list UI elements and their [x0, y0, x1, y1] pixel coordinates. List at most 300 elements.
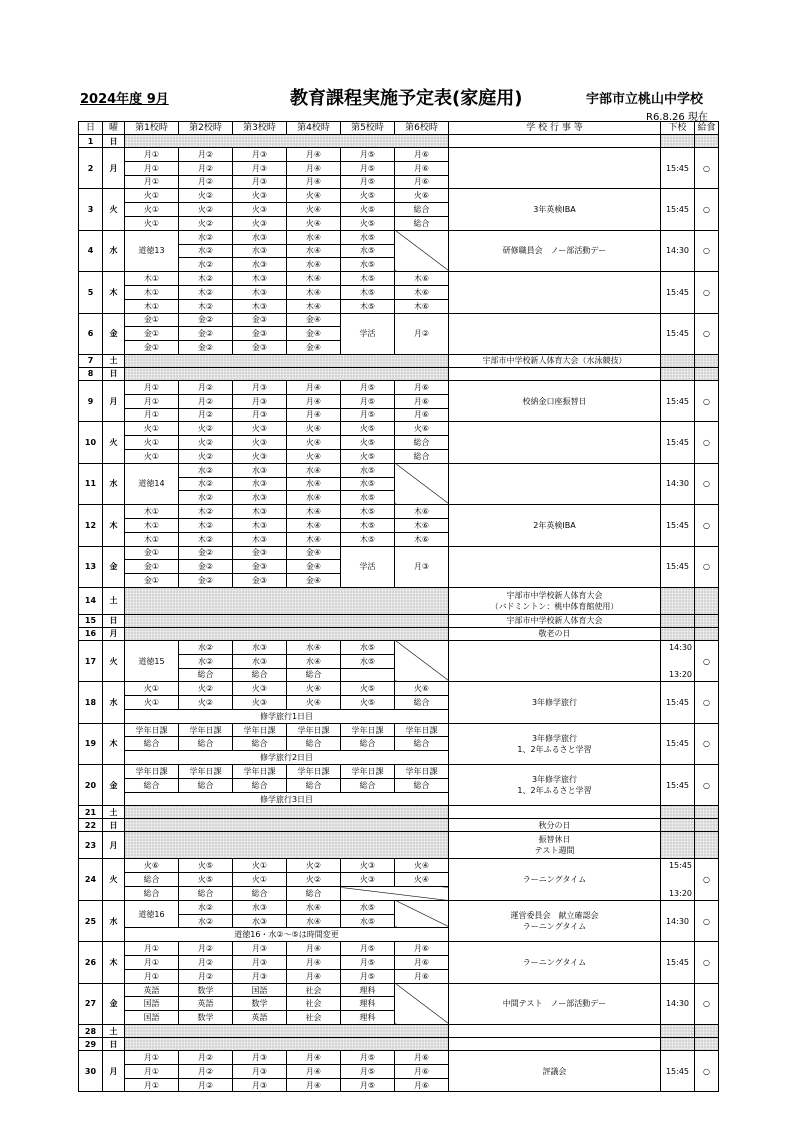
period-4-cell: 金④: [287, 574, 341, 588]
dismissal-fill: [661, 832, 695, 859]
period-2-cell: 金②: [179, 313, 233, 327]
holiday-fill: [125, 135, 449, 148]
period-3-cell: 水③: [233, 463, 287, 477]
weekday: 水: [103, 900, 125, 941]
schedule-note: 修学旅行2日目: [125, 751, 449, 765]
event-text: 2年英検IBA: [533, 520, 576, 530]
period-5-cell: 水⑤: [341, 258, 395, 272]
period-4-cell: 火④: [287, 682, 341, 696]
lunch-mark: ○: [695, 1051, 719, 1092]
period-1-cell: 金①: [125, 313, 179, 327]
period-2-cell: 学年日課: [179, 723, 233, 737]
event-text: 3年修学旅行: [531, 697, 578, 707]
period-2-cell: 水②: [179, 491, 233, 505]
day-number: 26: [79, 942, 103, 983]
period-4-cell: 金④: [287, 341, 341, 355]
lunch-fill: [695, 806, 719, 819]
period-4-cell: 月④: [287, 1078, 341, 1092]
period-1-cell: 火①: [125, 682, 179, 696]
period-4-cell: 月④: [287, 380, 341, 394]
day-number: 25: [79, 900, 103, 941]
period-2-cell: 月②: [179, 956, 233, 970]
period-1-cell: 火①: [125, 449, 179, 463]
period-1-cell: 月①: [125, 1078, 179, 1092]
period-5-cell: 木⑤: [341, 518, 395, 532]
period-2-cell: 月②: [179, 394, 233, 408]
period-5-cell: 総合: [341, 737, 395, 751]
lunch-fill: [695, 135, 719, 148]
period-4-cell: 総合: [287, 887, 341, 901]
table-row: [79, 380, 719, 394]
table-row: [79, 819, 719, 832]
dismissal-time: 15:45: [661, 272, 695, 313]
dismissal-time: [661, 859, 695, 900]
period-3-cell: 月③: [233, 1051, 287, 1065]
period-3-cell: 水③: [233, 654, 287, 668]
event-cell: [449, 1051, 661, 1092]
dismissal-time: 15:45: [661, 380, 695, 421]
lunch-mark: ○: [695, 505, 719, 546]
period-5-cell: 月⑤: [341, 969, 395, 983]
day-number: 11: [79, 463, 103, 504]
period-5-cell: 理科: [341, 997, 395, 1011]
period-4-cell: 火④: [287, 189, 341, 203]
weekday: 月: [103, 832, 125, 859]
period-5-cell: 水⑤: [341, 900, 395, 914]
table-row: [79, 1038, 719, 1051]
period-6-cell: 火④: [395, 873, 449, 887]
dismissal-time: 15:45: [661, 765, 695, 806]
period-2-cell: 火②: [179, 696, 233, 710]
period-3-cell: 木③: [233, 272, 287, 286]
period-1-cell: 国語: [125, 1011, 179, 1025]
school-name: 宇部市立桃山中学校: [586, 92, 704, 107]
period-4-cell: 月④: [287, 956, 341, 970]
table-row: [79, 806, 719, 819]
lunch-mark: ○: [695, 682, 719, 723]
period-2-cell: 水②: [179, 463, 233, 477]
period-6-none: [395, 230, 449, 271]
event-text: 振替休日: [538, 835, 571, 845]
period-1-cell: 火①: [125, 422, 179, 436]
day-number: 2: [79, 148, 103, 189]
period-6-cell: 月⑥: [395, 942, 449, 956]
period-2-cell: 水②: [179, 900, 233, 914]
period-2-cell: 水②: [179, 640, 233, 654]
period-1-cell: 月①: [125, 1064, 179, 1078]
dismissal-time: 15:45: [661, 723, 695, 764]
lunch-fill: [695, 614, 719, 627]
event-cell: [449, 587, 661, 614]
period-4-cell: 金④: [287, 560, 341, 574]
period-4-cell: 木④: [287, 505, 341, 519]
period-4-cell: 木④: [287, 272, 341, 286]
event-cell: [449, 313, 661, 354]
period-1-cell: 学年日課: [125, 765, 179, 779]
period-3-cell: 金③: [233, 574, 287, 588]
weekday: 水: [103, 682, 125, 723]
period-6-cell: 火④: [395, 859, 449, 873]
period-6-cell: 総合: [395, 436, 449, 450]
weekday: 日: [103, 614, 125, 627]
period-6-cell: 月⑥: [395, 956, 449, 970]
weekday: 火: [103, 422, 125, 463]
period-5-cell: 火③: [341, 873, 395, 887]
col-header-lunch: 給食: [695, 122, 719, 135]
event-cell: [449, 900, 661, 941]
lunch-fill: [695, 1025, 719, 1038]
as-of-date: R6.8.26 現在: [646, 112, 708, 123]
dismissal-time: 15:45: [661, 313, 695, 354]
day-number: 9: [79, 380, 103, 421]
dismissal-time: 15:45: [661, 682, 695, 723]
lunch-mark: ○: [695, 859, 719, 900]
table-row: [79, 313, 719, 327]
period-3-cell: 国語: [233, 983, 287, 997]
holiday-fill: [125, 832, 449, 859]
period-6-cell: 月⑥: [395, 175, 449, 189]
period-3-cell: 水③: [233, 491, 287, 505]
lunch-mark: ○: [695, 900, 719, 941]
period-2-cell: 木②: [179, 272, 233, 286]
period-6-cell: 木⑥: [395, 505, 449, 519]
period-3-cell: 月③: [233, 175, 287, 189]
period-2-cell: 月②: [179, 1064, 233, 1078]
lunch-mark: ○: [695, 230, 719, 271]
event-cell: [449, 765, 661, 806]
col-header-period-4: 第4校時: [287, 122, 341, 135]
table-row: [79, 900, 719, 914]
period-1-cell: 月①: [125, 161, 179, 175]
dismissal-fill: [661, 587, 695, 614]
period-4-cell: 火④: [287, 436, 341, 450]
lunch-mark: ○: [695, 546, 719, 587]
period-5-cell: 月⑤: [341, 956, 395, 970]
period-2-cell: 水②: [179, 654, 233, 668]
weekday: 火: [103, 859, 125, 900]
period-1-cell: 金①: [125, 574, 179, 588]
day-number: 22: [79, 819, 103, 832]
period-2-cell: 総合: [179, 887, 233, 901]
period-6-cell: 火⑥: [395, 189, 449, 203]
period-1-cell: 月①: [125, 942, 179, 956]
weekday: 木: [103, 942, 125, 983]
period-3-cell: 火③: [233, 203, 287, 217]
period-2-cell: 英語: [179, 997, 233, 1011]
period-3-cell: 火③: [233, 449, 287, 463]
dismissal-time-1: 14:30: [668, 642, 692, 652]
period-2-cell: 金②: [179, 546, 233, 560]
period-2-cell: 金②: [179, 327, 233, 341]
day-number: 21: [79, 806, 103, 819]
day-number: 12: [79, 505, 103, 546]
period-4-cell: 火④: [287, 203, 341, 217]
dismissal-fill: [661, 614, 695, 627]
period-2-cell: 水②: [179, 258, 233, 272]
period-2-cell: 月②: [179, 942, 233, 956]
period-3-cell: 月③: [233, 956, 287, 970]
period-1-cell: 月①: [125, 408, 179, 422]
event-cell: [449, 380, 661, 421]
period-1-cell: 木①: [125, 505, 179, 519]
period-2-cell: 月②: [179, 1078, 233, 1092]
period-2-cell: 月②: [179, 1051, 233, 1065]
period-4-cell: 水④: [287, 258, 341, 272]
period-5-cell: 水⑤: [341, 230, 395, 244]
period-3-cell: 水③: [233, 244, 287, 258]
table-row: [79, 627, 719, 640]
schedule-note: 修学旅行3日目: [125, 792, 449, 806]
period-1-cell: 道徳16: [125, 900, 179, 928]
period-1-cell: 総合: [125, 737, 179, 751]
event-cell: [449, 272, 661, 313]
period-4-cell: 社会: [287, 1011, 341, 1025]
event-cell: [449, 422, 661, 463]
dismissal-time: 15:45: [661, 942, 695, 983]
day-number: 29: [79, 1038, 103, 1051]
dismissal-time: 14:30: [661, 983, 695, 1024]
period-4-cell: 水④: [287, 491, 341, 505]
event-cell: [449, 367, 661, 380]
period-3-cell: 火③: [233, 436, 287, 450]
period-1-cell: 金①: [125, 341, 179, 355]
day-number: 5: [79, 272, 103, 313]
lunch-mark: ○: [695, 463, 719, 504]
period-6-cell: 総合: [395, 449, 449, 463]
period-4-cell: 火④: [287, 216, 341, 230]
event-cell: [449, 135, 661, 148]
period-5-cell: 月⑤: [341, 408, 395, 422]
period-5-cell: 火⑤: [341, 203, 395, 217]
dismissal-time-2: 13:20: [668, 670, 692, 680]
dismissal-fill: [661, 627, 695, 640]
page-title: 教育課程実施予定表(家庭用): [290, 88, 523, 109]
col-header-events: 学 校 行 事 等: [449, 122, 661, 135]
period-5-cell: 火⑤: [341, 436, 395, 450]
period-5-cell: 理科: [341, 1011, 395, 1025]
event-cell: [449, 942, 661, 983]
table-row: [79, 189, 719, 203]
period-6-cell: 月⑥: [395, 969, 449, 983]
period-4-cell: 金④: [287, 327, 341, 341]
event-text: 秋分の日: [538, 820, 571, 830]
period-6-cell: 学年日課: [395, 765, 449, 779]
period-1-cell: 総合: [125, 873, 179, 887]
event-text: 研修職員会 ノー部活動デー: [502, 246, 607, 256]
period-4-cell: 月④: [287, 175, 341, 189]
period-3-cell: 火③: [233, 682, 287, 696]
period-3-cell: 木③: [233, 518, 287, 532]
weekday: 土: [103, 806, 125, 819]
period-1-cell: 火①: [125, 696, 179, 710]
period-5-cell: 木⑤: [341, 272, 395, 286]
dismissal-fill: [661, 819, 695, 832]
col-header-period-2: 第2校時: [179, 122, 233, 135]
period-5-cell: 月⑤: [341, 148, 395, 162]
period-5-cell: 水⑤: [341, 491, 395, 505]
dismissal-time: 15:45: [661, 189, 695, 230]
period-4-cell: 火②: [287, 859, 341, 873]
dismissal-time: [661, 640, 695, 681]
dismissal-fill: [661, 1025, 695, 1038]
table-row: [79, 1051, 719, 1065]
event-text-2: 1、2年ふるさと学習: [517, 744, 592, 754]
weekday: 日: [103, 1038, 125, 1051]
day-number: 19: [79, 723, 103, 764]
period-3-cell: 木③: [233, 285, 287, 299]
period-5-cell: 水⑤: [341, 463, 395, 477]
period-1-cell: 火①: [125, 189, 179, 203]
period-3-cell: 火③: [233, 696, 287, 710]
event-text: 敬老の日: [538, 629, 571, 639]
weekday: 水: [103, 463, 125, 504]
schedule-body: [79, 135, 719, 1092]
period-5-cell: 月⑤: [341, 161, 395, 175]
event-text: 宇部市中学校新人体育大会: [506, 616, 603, 626]
period-1-cell: 道徳14: [125, 463, 179, 504]
period-2-cell: 月②: [179, 161, 233, 175]
period-4-cell: 月④: [287, 942, 341, 956]
event-cell: [449, 1025, 661, 1038]
period-5-cell: 水⑤: [341, 244, 395, 258]
period-6-cell: 月⑥: [395, 408, 449, 422]
event-cell: [449, 859, 661, 900]
period-4-cell: 水④: [287, 244, 341, 258]
col-header-period-1: 第1校時: [125, 122, 179, 135]
event-cell: [449, 354, 661, 367]
period-5-cell: 月⑤: [341, 1051, 395, 1065]
period-6-cell: 月②: [395, 313, 449, 354]
period-2-cell: 月②: [179, 175, 233, 189]
dismissal-fill: [661, 367, 695, 380]
day-number: 20: [79, 765, 103, 806]
dismissal-time-2: 13:20: [668, 888, 692, 898]
table-row: [79, 367, 719, 380]
dismissal-fill: [661, 806, 695, 819]
event-text: 宇部市中学校新人体育大会（水泳競技）: [482, 356, 627, 366]
event-cell: [449, 832, 661, 859]
day-number: 10: [79, 422, 103, 463]
table-row: [79, 272, 719, 286]
weekday: 月: [103, 627, 125, 640]
period-4-cell: 学年日課: [287, 723, 341, 737]
table-row: [79, 682, 719, 696]
day-number: 30: [79, 1051, 103, 1092]
table-row: [79, 640, 719, 654]
period-3-cell: 総合: [233, 778, 287, 792]
period-3-cell: 金③: [233, 546, 287, 560]
weekday: 木: [103, 505, 125, 546]
event-text-2: ラーニングタイム: [522, 922, 587, 932]
event-cell: [449, 505, 661, 546]
period-6-none: [395, 900, 449, 928]
period-2-cell: 金②: [179, 341, 233, 355]
weekday: 日: [103, 135, 125, 148]
day-number: 8: [79, 367, 103, 380]
period-5-cell: 水⑤: [341, 654, 395, 668]
table-row: [79, 422, 719, 436]
period-5-cell: 理科: [341, 983, 395, 997]
period-2-cell: 木②: [179, 518, 233, 532]
event-text: 校納金口座振替日: [522, 396, 587, 406]
period-6-none: [395, 640, 449, 681]
weekday: 月: [103, 380, 125, 421]
lunch-fill: [695, 627, 719, 640]
event-text: 中間テスト ノー部活動デー: [502, 999, 607, 1009]
holiday-fill: [125, 1038, 449, 1051]
period-3-cell: 火③: [233, 422, 287, 436]
period-6-cell: 木⑥: [395, 272, 449, 286]
period-1-cell: 道徳13: [125, 230, 179, 271]
period-3-cell: 火①: [233, 859, 287, 873]
period-1-cell: 国語: [125, 997, 179, 1011]
event-cell: [449, 806, 661, 819]
period-3-cell: 月③: [233, 1078, 287, 1092]
period-2-cell: 火⑤: [179, 873, 233, 887]
period-1-cell: 月①: [125, 956, 179, 970]
lunch-mark: ○: [695, 422, 719, 463]
holiday-fill: [125, 587, 449, 614]
dismissal-time: 15:45: [661, 505, 695, 546]
period-6-cell: 月⑥: [395, 148, 449, 162]
period-3-cell: 水③: [233, 258, 287, 272]
day-number: 16: [79, 627, 103, 640]
period-6-cell: 月⑥: [395, 1078, 449, 1092]
period-6-cell: 月⑥: [395, 380, 449, 394]
weekday: 火: [103, 640, 125, 681]
day-number: 6: [79, 313, 103, 354]
dismissal-time: 14:30: [661, 900, 695, 941]
lunch-mark: ○: [695, 640, 719, 681]
period-5-cell: 学年日課: [341, 765, 395, 779]
table-row: [79, 723, 719, 737]
period-4-cell: 火④: [287, 449, 341, 463]
period-1-cell: 月①: [125, 1051, 179, 1065]
table-row: [79, 463, 719, 477]
period-5-cell: 月⑤: [341, 942, 395, 956]
period-4-cell: 金④: [287, 546, 341, 560]
lunch-mark: ○: [695, 313, 719, 354]
period-5-cell: 火⑤: [341, 189, 395, 203]
table-row: [79, 614, 719, 627]
weekday: 月: [103, 148, 125, 189]
table-row: [79, 354, 719, 367]
period-4-cell: 総合: [287, 737, 341, 751]
period-6-cell: 月③: [395, 546, 449, 587]
period-4-cell: 木④: [287, 285, 341, 299]
period-4-cell: 社会: [287, 997, 341, 1011]
period-5-cell: 学活: [341, 313, 395, 354]
period-2-cell: 火②: [179, 422, 233, 436]
period-2-cell: 金②: [179, 574, 233, 588]
event-cell: [449, 148, 661, 189]
period-5-cell: 火⑤: [341, 449, 395, 463]
event-text: 宇部市中学校新人体育大会: [506, 590, 603, 600]
period-3-cell: 月③: [233, 394, 287, 408]
day-number: 18: [79, 682, 103, 723]
period-2-cell: 水②: [179, 477, 233, 491]
period-6-none: [395, 983, 449, 1024]
weekday: 日: [103, 367, 125, 380]
period-2-cell: 月②: [179, 969, 233, 983]
table-row: [79, 1025, 719, 1038]
day-number: 24: [79, 859, 103, 900]
dismissal-time: 15:45: [661, 148, 695, 189]
period-3-cell: 数学: [233, 997, 287, 1011]
day-number: 23: [79, 832, 103, 859]
schedule-note: 修学旅行1日目: [125, 709, 449, 723]
period-6-cell: 月⑥: [395, 161, 449, 175]
